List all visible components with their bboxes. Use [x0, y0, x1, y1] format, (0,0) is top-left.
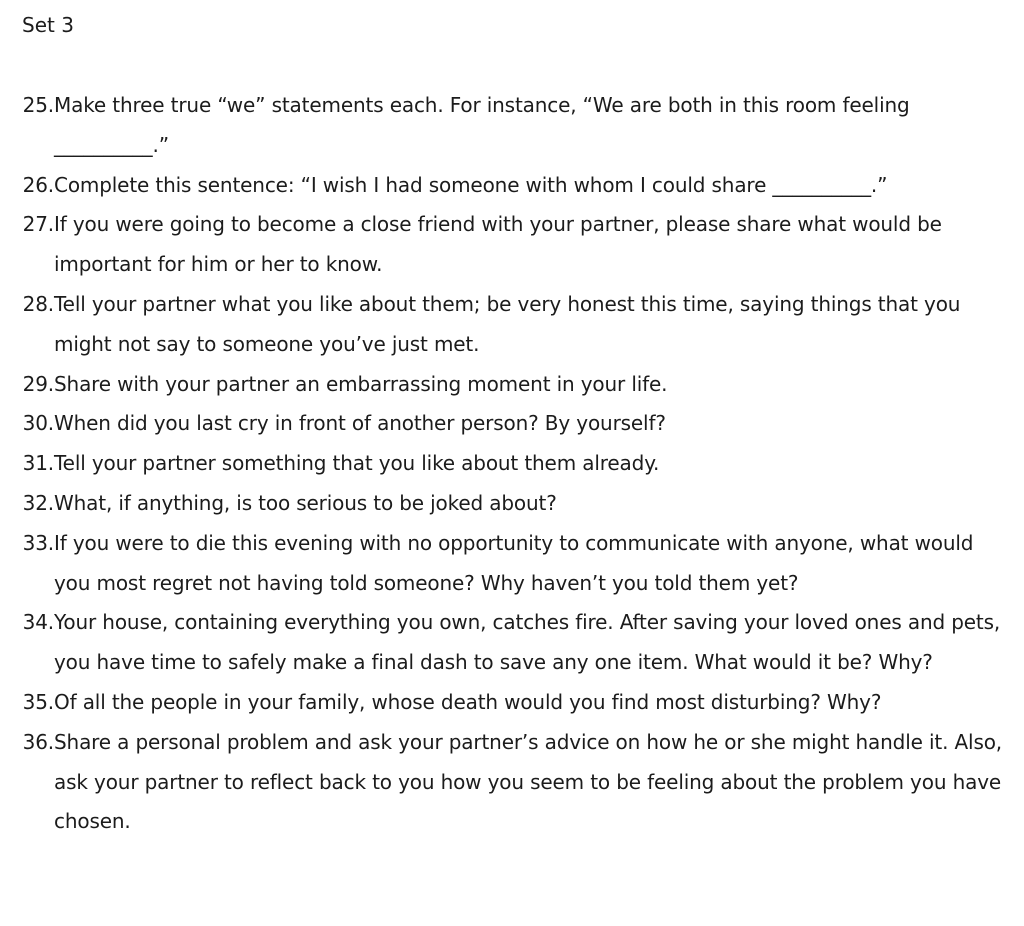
question-text: Tell your partner something that you like about them already.: [54, 451, 660, 476]
question-text: Complete this sentence: “I wish I had someone with whom I could share __________.”: [54, 172, 888, 197]
question-text: Of all the people in your family, whose death would you find most disturbing? Why?: [54, 689, 882, 714]
question-text: Share with your partner an embarrassing moment in your life.: [54, 371, 668, 396]
question-text: If you were going to become a close friend with your partner, please share what would be important for him or her to know.: [54, 212, 942, 277]
question-number: 36.: [22, 729, 54, 754]
question-item: [10, 723, 1015, 842]
question-list: [10, 86, 1015, 842]
question-text: Tell your partner what you like about them; be very honest this time, saying things that you might not say to someone you’ve just met.: [54, 291, 961, 356]
question-item: [10, 524, 1015, 604]
question-item: [10, 603, 1015, 683]
set-title: Set 3: [22, 13, 74, 37]
question-text: Your house, containing everything you own, catches fire. After saving your loved ones and pets, you have time to safely make a final dash to save any one item. What would it be? Why?: [54, 610, 1001, 675]
question-number: 31.: [22, 451, 54, 476]
question-item: [10, 166, 1015, 206]
question-item: [10, 683, 1015, 723]
question-number: 35.: [22, 689, 54, 714]
question-number: 27.: [22, 212, 54, 237]
question-text: Share a personal problem and ask your partner’s advice on how he or she might handle it. Also, ask your partner to reflect back to you how you seem to be feeling about the problem you have chosen.: [54, 729, 1003, 834]
question-number: 32.: [22, 490, 54, 515]
question-number: 29.: [22, 371, 54, 396]
question-number: 34.: [22, 610, 54, 635]
question-number: 30.: [22, 411, 54, 436]
question-number: 26.: [22, 172, 54, 197]
question-item: [10, 365, 1015, 405]
question-number: 33.: [22, 530, 54, 555]
question-number: 28.: [22, 291, 54, 316]
question-item: [10, 285, 1015, 365]
question-item: [10, 404, 1015, 444]
question-item: [10, 444, 1015, 484]
question-text: When did you last cry in front of another person? By yourself?: [54, 411, 666, 436]
question-text: Make three true “we” statements each. For instance, “We are both in this room feeling __________.”: [54, 93, 910, 157]
question-item: [10, 484, 1015, 524]
question-item: [10, 205, 1015, 285]
question-item: [10, 86, 1015, 166]
question-text: If you were to die this evening with no opportunity to communicate with anyone, what would you most regret not having told someone? Why haven’t you told them yet?: [54, 530, 974, 595]
question-text: What, if anything, is too serious to be joked about?: [54, 490, 557, 515]
question-number: 25.: [22, 93, 54, 117]
